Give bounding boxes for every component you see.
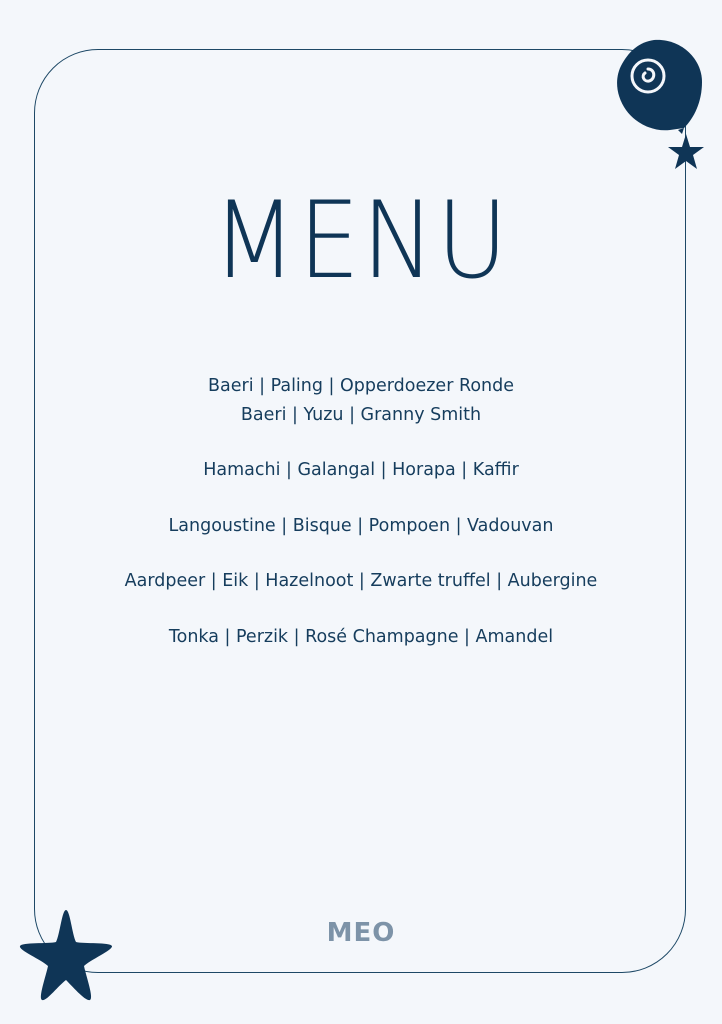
- brand-logo: MEO: [326, 918, 396, 948]
- course-line: Aardpeer | Eik | Hazelnoot | Zwarte truffel | Aubergine: [124, 571, 598, 591]
- course-4: [0, 567, 722, 596]
- course-line: Hamachi | Galangal | Horapa | Kaffir: [203, 460, 519, 480]
- course-line: Baeri | Paling | Opperdoezer Ronde: [208, 376, 514, 396]
- course-line: Baeri | Yuzu | Granny Smith: [240, 404, 482, 425]
- menu-title: MENU: [212, 179, 510, 302]
- course-5: [0, 623, 722, 652]
- seashell-icon: [610, 36, 706, 136]
- course-line: Langoustine | Bisque | Pompoen | Vadouvan: [168, 515, 554, 536]
- course-3: [0, 512, 722, 541]
- starfish-icon: [666, 132, 706, 172]
- starfish-icon: [14, 906, 118, 1006]
- course-2: [0, 456, 722, 485]
- course-line: Tonka | Perzik | Rosé Champagne | Amandel: [168, 626, 554, 647]
- course-1: [0, 372, 722, 429]
- course-list: [0, 372, 722, 678]
